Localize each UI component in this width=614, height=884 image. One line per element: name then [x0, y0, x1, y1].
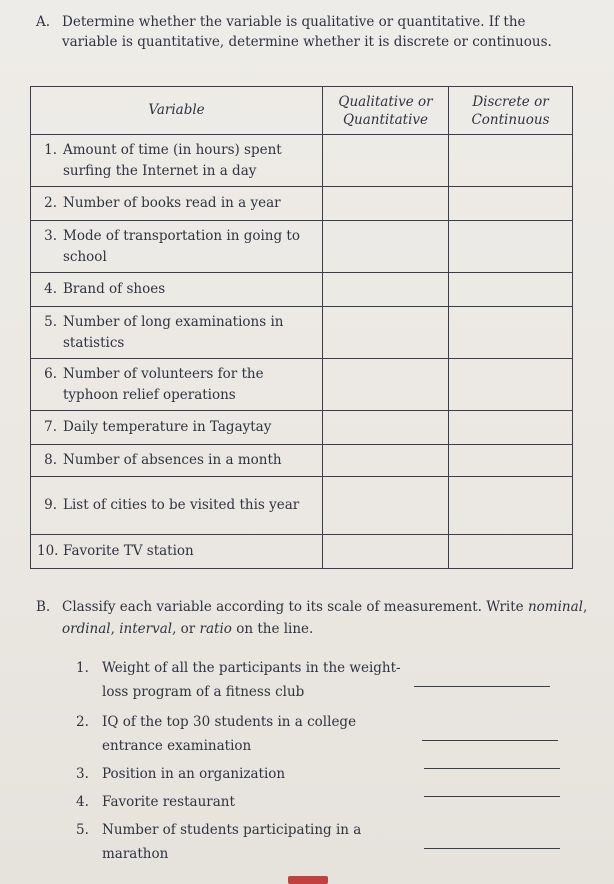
row-number: 6.: [44, 365, 57, 382]
item-number: 1.: [76, 660, 89, 676]
table-row: [31, 135, 573, 187]
row-10-disc-cont-cell[interactable]: [449, 535, 573, 569]
row-5-qual-quant-cell[interactable]: [323, 307, 449, 359]
item-label: Number of students participating in a marathon: [102, 822, 362, 862]
row-label: Number of long examinations in statistics: [63, 313, 284, 351]
row-label: Amount of time (in hours) spent surfing the Internet in a day: [63, 141, 282, 179]
page-edge-mark: [288, 876, 328, 884]
table-row: [31, 221, 573, 273]
scale-item-4: [76, 790, 406, 814]
row-10-qual-quant-cell[interactable]: [323, 535, 449, 569]
section-b-instructions: [36, 596, 596, 640]
row-8-qual-quant-cell[interactable]: [323, 445, 449, 477]
sep-2: ,: [110, 621, 120, 637]
variable-classification-table: [30, 86, 573, 569]
row-2-variable: [31, 187, 323, 221]
sep-3: , or: [172, 621, 200, 637]
table-row: [31, 411, 573, 445]
row-number: 5.: [44, 313, 57, 330]
item-number: 2.: [76, 714, 89, 730]
row-label: Daily temperature in Tagaytay: [63, 419, 272, 435]
section-a-instructions: [36, 12, 576, 52]
header-variable: Variable: [31, 87, 323, 135]
row-3-qual-quant-cell[interactable]: [323, 221, 449, 273]
row-number: 1.: [44, 141, 57, 158]
row-5-disc-cont-cell[interactable]: [449, 307, 573, 359]
section-b-letter: B.: [36, 599, 51, 615]
table-row: [31, 187, 573, 221]
row-label: Favorite TV station: [63, 543, 194, 559]
row-3-disc-cont-cell[interactable]: [449, 221, 573, 273]
item-label: Position in an organization: [102, 766, 286, 782]
row-number: 8.: [44, 452, 57, 468]
row-4-variable: [31, 273, 323, 307]
row-9-qual-quant-cell[interactable]: [323, 477, 449, 535]
row-2-qual-quant-cell[interactable]: [323, 187, 449, 221]
row-number: 9.: [44, 497, 57, 513]
table-row: [31, 445, 573, 477]
table-row: [31, 477, 573, 535]
row-7-disc-cont-cell[interactable]: [449, 411, 573, 445]
section-b-text: [62, 596, 596, 640]
row-label: Number of books read in a year: [63, 195, 281, 211]
answer-line-3[interactable]: [424, 768, 560, 769]
row-8-variable: [31, 445, 323, 477]
table-row: [31, 535, 573, 569]
row-4-disc-cont-cell[interactable]: [449, 273, 573, 307]
scale-item-5: [76, 818, 406, 866]
row-5-variable: [31, 307, 323, 359]
option-interval: interval: [119, 621, 173, 637]
scale-item-2: [76, 710, 406, 758]
section-b-text-part1: Classify each variable according to its scale of measurement. Write: [62, 599, 528, 615]
item-number: 4.: [76, 794, 89, 810]
row-number: 10.: [37, 543, 59, 559]
table-row: [31, 359, 573, 411]
row-4-qual-quant-cell[interactable]: [323, 273, 449, 307]
row-number: 2.: [44, 195, 57, 211]
header-discrete-continuous: [449, 87, 573, 135]
answer-line-4[interactable]: [424, 796, 560, 797]
answer-line-2[interactable]: [422, 740, 558, 741]
section-a-text: Determine whether the variable is qualitative or quantitative. If the variable is quantitative, determine whether it is discrete or continuous.: [62, 14, 552, 50]
row-label: Number of volunteers for the typhoon relief operations: [63, 365, 264, 403]
row-7-qual-quant-cell[interactable]: [323, 411, 449, 445]
item-number: 5.: [76, 822, 89, 838]
header-qq-line2: Quantitative: [342, 111, 429, 128]
row-2-disc-cont-cell[interactable]: [449, 187, 573, 221]
row-6-qual-quant-cell[interactable]: [323, 359, 449, 411]
table-header-row: [31, 87, 573, 135]
option-nominal: nominal: [527, 599, 583, 615]
row-10-variable: [31, 535, 323, 569]
row-1-qual-quant-cell[interactable]: [323, 135, 449, 187]
row-9-variable: [31, 477, 323, 535]
row-6-disc-cont-cell[interactable]: [449, 359, 573, 411]
row-label: Brand of shoes: [63, 281, 166, 297]
row-label: Mode of transportation in going to school: [63, 227, 300, 265]
option-ordinal: ordinal: [62, 621, 111, 637]
row-label: Number of absences in a month: [63, 452, 282, 468]
section-b-text-part2: on the line.: [231, 621, 314, 637]
row-1-variable: [31, 135, 323, 187]
table-row: [31, 273, 573, 307]
table-row: [31, 307, 573, 359]
item-label: Favorite restaurant: [102, 794, 235, 810]
row-3-variable: [31, 221, 323, 273]
header-dc-line1: Discrete or: [472, 93, 549, 110]
row-9-disc-cont-cell[interactable]: [449, 477, 573, 535]
item-label: Weight of all the participants in the weight-loss program of a fitness club: [102, 660, 401, 700]
row-number: 3.: [44, 227, 57, 244]
answer-line-1[interactable]: [414, 686, 550, 687]
sep-1: ,: [582, 599, 588, 615]
row-label: List of cities to be visited this year: [63, 497, 300, 513]
row-number: 4.: [44, 281, 57, 297]
row-number: 7.: [44, 419, 57, 435]
header-qualitative-quantitative: [323, 87, 449, 135]
scale-item-3: [76, 762, 406, 786]
row-8-disc-cont-cell[interactable]: [449, 445, 573, 477]
option-ratio: ratio: [199, 621, 232, 637]
row-6-variable: [31, 359, 323, 411]
header-qq-line1: Qualitative or: [338, 93, 433, 110]
scale-item-1: [76, 656, 406, 704]
answer-line-5[interactable]: [424, 848, 560, 849]
header-dc-line2: Continuous: [471, 111, 550, 128]
row-1-disc-cont-cell[interactable]: [449, 135, 573, 187]
item-label: IQ of the top 30 students in a college entrance examination: [102, 714, 357, 754]
item-number: 3.: [76, 766, 89, 782]
row-7-variable: [31, 411, 323, 445]
section-a-letter: A.: [36, 14, 51, 30]
